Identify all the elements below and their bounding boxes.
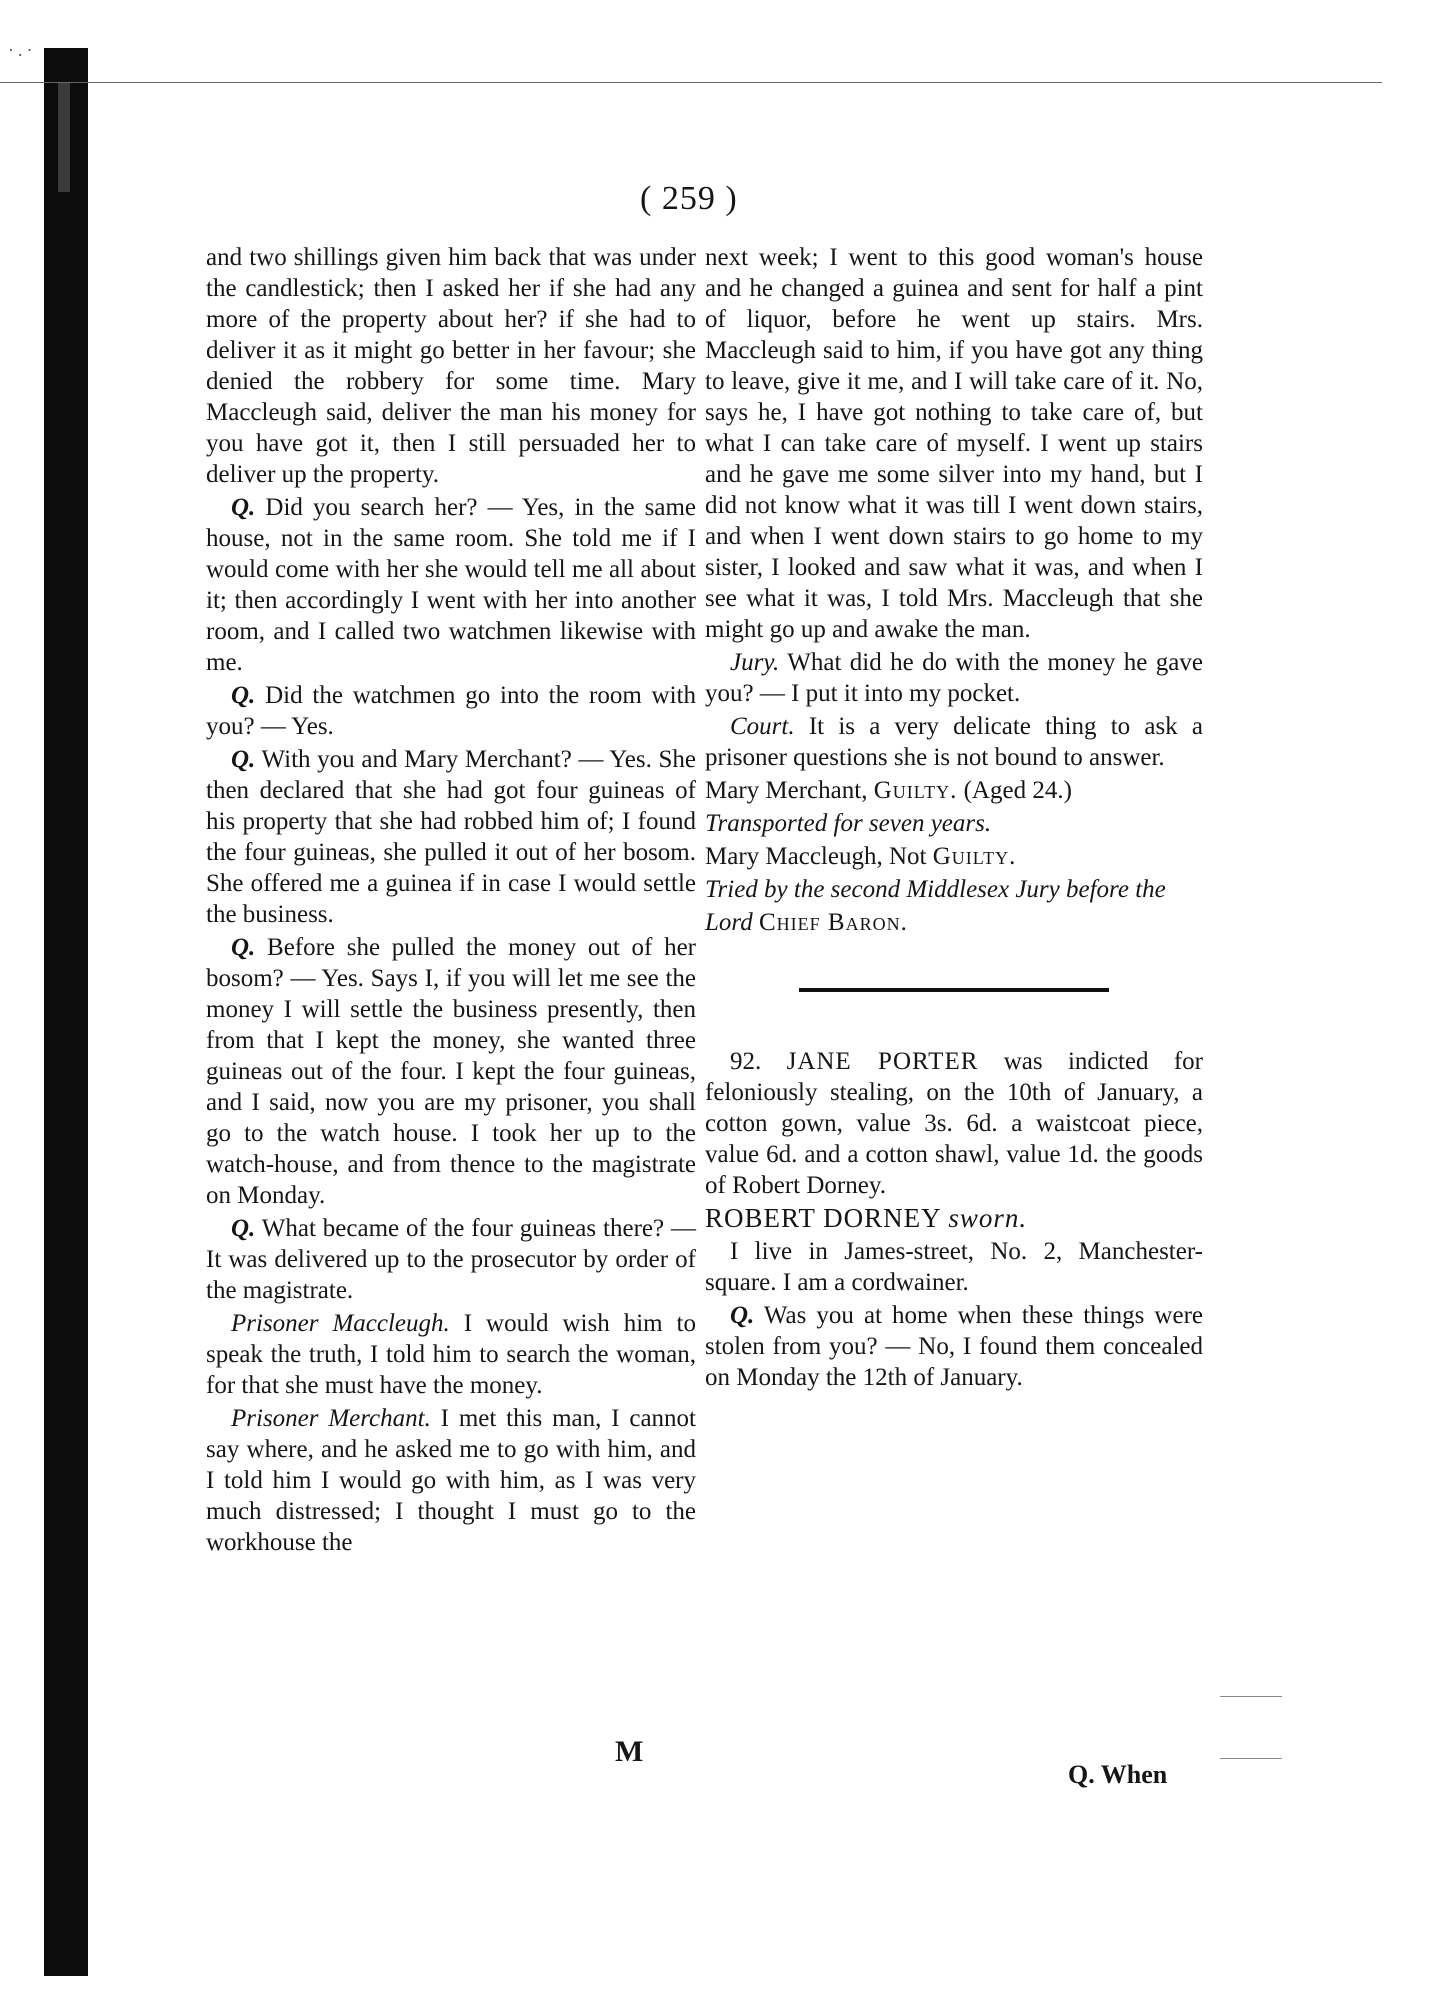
case-number: 92. <box>730 1048 762 1075</box>
court-remark <box>705 711 1203 773</box>
margin-rule-2 <box>1220 1758 1282 1759</box>
answer-text: With you and Mary Merchant? — Yes. She then declared that she had got four guineas of his property that she had robbed him of; I found the four guineas, she pulled it out of her bosom. She offered me a guinea if in case I would settle the business. <box>206 746 696 928</box>
verdict-mary-maccleugh <box>705 841 1203 872</box>
answer-text: Did you search her? — Yes, in the same house, not in the same room. She told me if I would come with her she would tell me all about it; then accordingly I went with her into another room, and I called two watchmen likewise with me. <box>206 494 697 676</box>
testimony-text: I live in James-street, No. 2, Manchester-square. I am a cordwainer. <box>705 1238 1203 1296</box>
defendant-heading: JANE PORTER <box>786 1048 979 1075</box>
witness-heading <box>705 1203 1203 1234</box>
answer-text: Did the watchmen go into the room with you? — Yes. <box>206 682 696 740</box>
verdict-text: Guilty. <box>932 843 1017 870</box>
statement-text: I would wish him to speak the truth, I told him to search the woman, for that she must have the money. <box>206 1310 696 1399</box>
verdict-text: Guilty. <box>873 777 958 804</box>
indictment-paragraph <box>705 1046 1203 1201</box>
right-column <box>705 242 1203 1393</box>
left-paragraph-8 <box>206 1403 696 1558</box>
witness-sworn: sworn. <box>948 1203 1028 1233</box>
left-paragraph-4 <box>206 744 696 930</box>
testimony-paragraph-2 <box>705 1300 1203 1393</box>
speaker-label: Court. <box>730 713 795 740</box>
left-paragraph-6 <box>206 1213 696 1306</box>
jury-note: Tried by the second Middlesex Jury before the <box>705 876 1166 903</box>
verdict-mary-merchant <box>705 775 1203 806</box>
binding-speck <box>58 82 70 192</box>
left-paragraph-3 <box>206 680 696 742</box>
remark-text: It is a very delicate thing to ask a prisoner questions she is not bound to answer. <box>705 713 1203 771</box>
left-column <box>206 242 696 1558</box>
section-divider <box>799 988 1109 992</box>
question-marker: Q. <box>231 934 256 961</box>
answer-text: What became of the four guineas there? — It was delivered up to the prosecutor by order of the magistrate. <box>206 1215 696 1304</box>
sentence: Transported for seven years. <box>705 810 992 837</box>
margin-rule-1 <box>1220 1696 1282 1697</box>
testimony-paragraph-1 <box>705 1236 1203 1298</box>
defendant-name: Mary Maccleugh, Not <box>705 843 927 870</box>
judge-title: Chief Baron. <box>758 909 908 936</box>
speaker-label: Prisoner Merchant. <box>231 1405 431 1432</box>
left-paragraph-5 <box>206 932 696 1211</box>
signature-mark: M <box>615 1735 644 1768</box>
right-paragraph-1: next week; I went to this good woman's house and he changed a guinea and sent for half a pint of liquor, before he went up stairs. Mrs. Maccleugh said to him, if you have got any thing to leave, give it me, and I will take care of it. No, says he, I have got nothing to take care of, but what I can take care of myself. I went up stairs and he gave me some silver into my hand, but I did not know what it was till I went down stairs, and when I went down stairs to go home to my sister, I looked and saw what it was, and when I see what it was, I told Mrs. Maccleugh that she might go up and awake the man. <box>705 244 1203 643</box>
page-number: ( 259 ) <box>640 180 738 217</box>
witness-name: ROBERT DORNEY <box>705 1203 941 1233</box>
left-paragraph-2 <box>206 492 696 678</box>
defendant-name: Mary Merchant, <box>705 777 868 804</box>
speaker-label: Jury. <box>730 649 780 676</box>
indictment-text: was indicted for feloniously stealing, on the 10th of January, a cotton gown, value 3s. 6d. a waistcoat piece, value 6d. and a cotton shawl, value 1d. the goods of Robert Dorney. <box>705 1048 1203 1199</box>
page-top-edge <box>0 82 1382 83</box>
scan-specks: ·.· <box>8 40 37 60</box>
answer-text: Before she pulled the money out of her bosom? — Yes. Says I, if you will let me see the money I will settle the business presently, then from that I kept the money, she wanted three guineas out of the four. I kept the four guineas, and I said, now you are my prisoner, you shall go to the watch house. I took her up to the watch-house, and from thence to the magistrate on Monday. <box>206 934 697 1209</box>
judge-prefix: Lord <box>705 909 753 936</box>
testimony-text: Was you at home when these things were stolen from you? — No, I found them concealed on Monday the 12th of January. <box>705 1302 1203 1391</box>
question-marker: Q. <box>730 1302 755 1329</box>
question-marker: Q. <box>231 682 256 709</box>
statement-text: I met this man, I cannot say where, and he asked me to go with him, and I told him I would go with him, as I was very much distressed; I thought I must go to the workhouse the <box>206 1405 696 1556</box>
speaker-label: Prisoner Maccleugh. <box>231 1310 450 1337</box>
jury-question <box>705 647 1203 709</box>
question-marker: Q. <box>231 746 256 773</box>
catchword: Q. When <box>1068 1760 1168 1789</box>
left-paragraph-1: and two shillings given him back that was under the candlestick; then I asked her if she had any more of the property about her? if she had to deliver it as it might go better in her favour; she denied the robbery for some time. Mary Maccleugh said, deliver the man his money for you have got it, then I still persuaded her to deliver up the property. <box>206 244 696 488</box>
defendant-age: (Aged 24.) <box>963 777 1072 804</box>
question-marker: Q. <box>231 1215 256 1242</box>
question-text: What did he do with the money he gave you? — I put it into my pocket. <box>705 649 1203 707</box>
left-paragraph-7 <box>206 1308 696 1401</box>
page-binding-edge <box>44 48 88 1976</box>
judge-line <box>705 907 1203 938</box>
question-marker: Q. <box>231 494 256 521</box>
